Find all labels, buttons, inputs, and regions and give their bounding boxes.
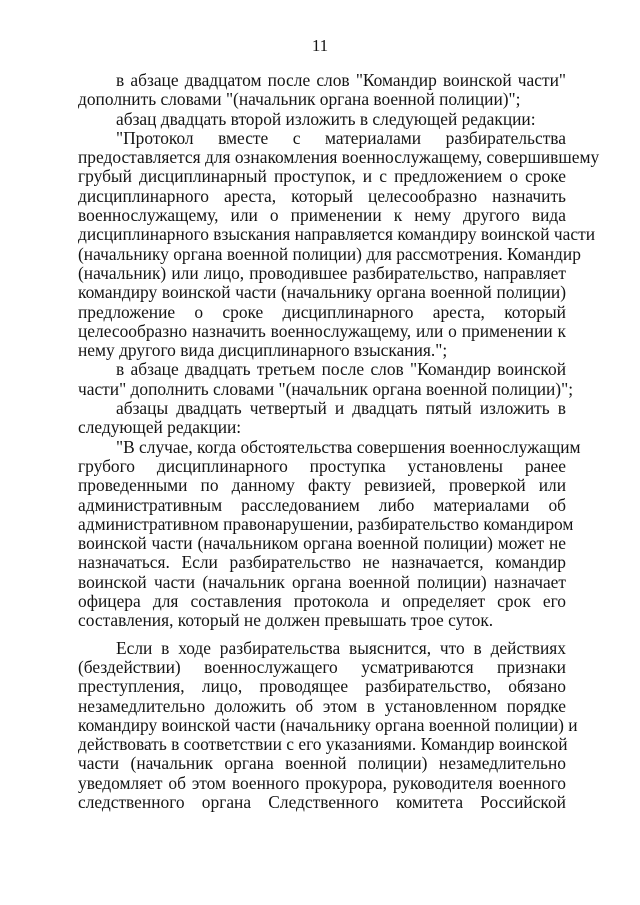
text-line: следственного органа Следственного комитета Российской bbox=[78, 791, 566, 812]
text-line: воинской части (начальником органа военной полиции) может не bbox=[78, 533, 566, 554]
text-line: предложение о сроке дисциплинарного ареста, который bbox=[78, 301, 566, 322]
text-line: действовать в соответствии с его указаниями. Командир воинской bbox=[78, 734, 568, 755]
text-line: уведомляет об этом военного прокурора, руководителя военного bbox=[78, 772, 566, 793]
text-line: преступления, лицо, проводящее разбирательство, обязано bbox=[78, 676, 566, 697]
page-number: 11 bbox=[311, 36, 329, 55]
text-line: (бездействии) военнослужащего усматриваются признаки bbox=[78, 656, 566, 677]
text-line: "Протокол вместе с материалами разбирательства bbox=[116, 127, 566, 148]
text-line: грубого дисциплинарного проступка установлены ранее bbox=[78, 455, 566, 476]
paragraph bbox=[78, 637, 578, 813]
paragraph bbox=[78, 127, 600, 361]
text-line: абзац двадцать второй изложить в следующей редакции: bbox=[116, 108, 536, 129]
text-line: целесообразно назначить военнослужащему, или о применении к bbox=[78, 320, 566, 341]
paragraph bbox=[78, 359, 574, 399]
text-line: в абзаце двадцатом после слов "Командир воинской части" bbox=[116, 70, 566, 90]
text-line: командиру воинской части (начальнику органа военной полиции) bbox=[78, 282, 566, 303]
text-line: проведенными по данному факту ревизией, проверкой или bbox=[78, 475, 566, 496]
text-line: дисциплинарного ареста, который целесообразно назначить bbox=[78, 185, 566, 206]
text-line: нему другого вида дисциплинарного взыскания."; bbox=[78, 340, 448, 361]
text-line: назначаться. Если разбирательство не назначается, командир bbox=[78, 552, 566, 573]
text-line: незамедлительно доложить об этом в установленном порядке bbox=[78, 695, 566, 716]
text-line: части" дополнить словами "(начальник органа военной полиции)"; bbox=[78, 378, 574, 399]
text-line: Если в ходе разбирательства выяснится, что в действиях bbox=[116, 637, 566, 658]
text-line: дополнить словами "(начальник органа военной полиции)"; bbox=[78, 89, 521, 110]
text-line: составления, который не должен превышать трое суток. bbox=[78, 610, 494, 631]
text-line: следующей редакции: bbox=[78, 417, 242, 438]
text-line: (начальник) или лицо, проводившее разбирательство, направляет bbox=[78, 262, 566, 283]
text-line: предоставляется для ознакомления военнослужащему, совершившему bbox=[78, 147, 600, 168]
paragraph bbox=[78, 436, 581, 631]
paragraph bbox=[78, 110, 566, 129]
text-line: воинской части (начальник органа военной полиции) назначает bbox=[78, 571, 566, 592]
text-line: командиру воинской части (начальнику органа военной полиции) и bbox=[78, 714, 578, 735]
text-line: административным расследованием либо материалами об bbox=[78, 494, 566, 515]
text-line: в абзаце двадцать третьем после слов "Командир воинской bbox=[116, 359, 566, 380]
paragraph bbox=[78, 399, 566, 438]
text-line: "В случае, когда обстоятельства совершения военнослужащим bbox=[116, 436, 581, 457]
text-line: военнослужащему, или о применении к нему другого вида bbox=[78, 205, 566, 226]
text-line: абзацы двадцать четвертый и двадцать пятый изложить в bbox=[116, 398, 566, 419]
paragraph bbox=[78, 71, 566, 110]
text-line: дисциплинарного взыскания направляется командиру воинской части bbox=[78, 224, 595, 245]
text-line: части (начальник органа военной полиции) незамедлительно bbox=[78, 753, 566, 774]
text-line: (начальнику органа военной полиции) для рассмотрения. Командир bbox=[78, 243, 581, 264]
document-body bbox=[78, 70, 600, 812]
text-line: административном правонарушении, разбирательство командиром bbox=[78, 513, 574, 534]
text-line: офицера для составления протокола и определяет срок его bbox=[78, 591, 566, 612]
text-line: грубый дисциплинарный проступок, и с предложением о сроке bbox=[78, 166, 566, 187]
